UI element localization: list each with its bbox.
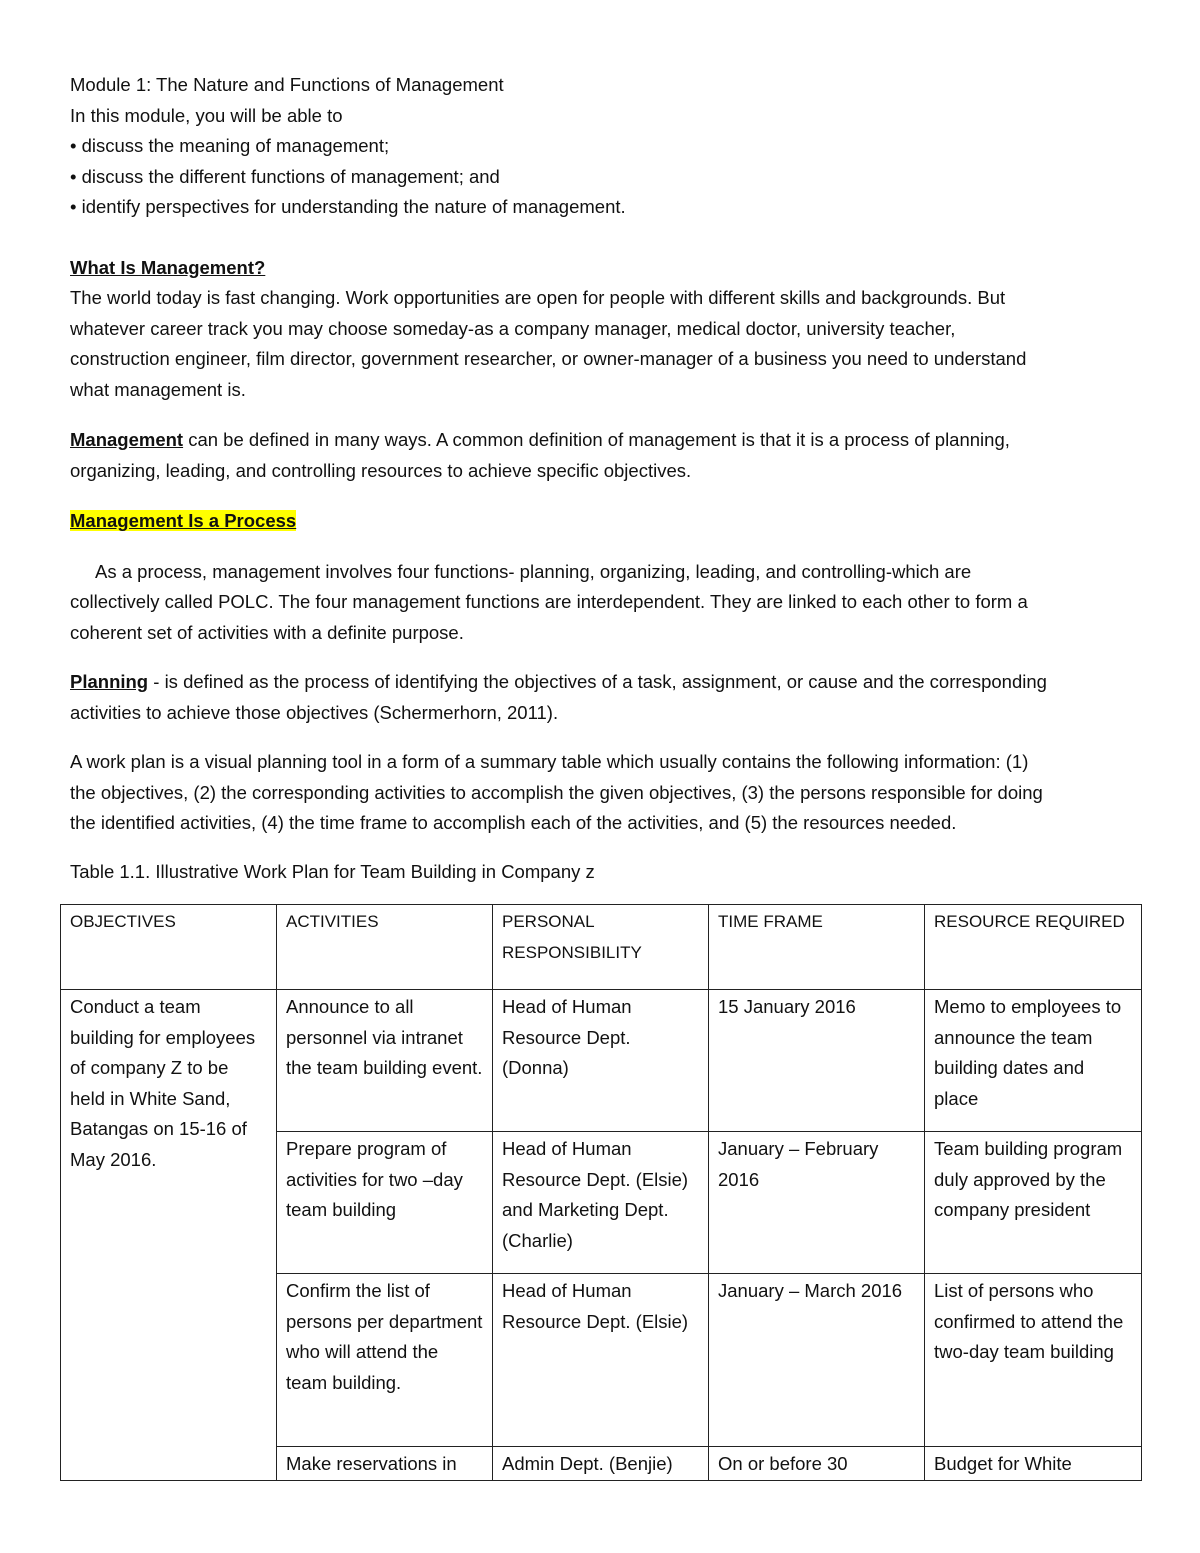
header-time-frame: TIME FRAME — [709, 905, 925, 990]
resource-cell: Team building program duly approved by the company president — [925, 1132, 1142, 1274]
resource-cell: Budget for White — [925, 1447, 1142, 1481]
objective-item: • identify perspectives for understanding the nature of management. — [70, 196, 626, 217]
table-row — [61, 1447, 1142, 1481]
planning-paragraph: Planning - is defined as the process of identifying the objectives of a task, assignment, or cause and the corresponding — [70, 671, 1047, 692]
time-frame-cell: 15 January 2016 — [709, 990, 925, 1132]
resource-cell: List of persons who confirmed to attend the two-day team building — [925, 1274, 1142, 1447]
definition-term: Management — [70, 429, 184, 450]
objective-cell-continued — [61, 1447, 277, 1481]
paragraph-line: organizing, leading, and controlling resources to achieve specific objectives. — [70, 459, 692, 481]
table-caption: Table 1.1. Illustrative Work Plan for Team Building in Company z — [70, 860, 595, 882]
table-row — [61, 990, 1142, 1132]
definition-paragraph: Management can be defined in many ways. A common definition of management is that it is a process of planning, — [70, 429, 1010, 450]
section-heading-what-is-management: What Is Management? — [70, 256, 266, 278]
objective-item: • discuss the meaning of management; — [70, 135, 390, 156]
module-intro: In this module, you will be able to — [70, 104, 343, 126]
objective-cell: Conduct a team building for employees of company Z to be held in White Sand, Batangas on 15-16 of May 2016. — [61, 990, 277, 1447]
header-responsibility: PERSONAL RESPONSIBILITY — [493, 905, 709, 990]
paragraph-line: A work plan is a visual planning tool in a form of a summary table which usually contains the following information: (1) — [70, 751, 1029, 772]
paragraph-line: activities to achieve those objectives (Schermerhorn, 2011). — [70, 701, 559, 723]
paragraph-line: collectively called POLC. The four management functions are interdependent. They are linked to each other to form a — [70, 591, 1028, 612]
responsibility-cell: Head of Human Resource Dept. (Donna) — [493, 990, 709, 1132]
activity-cell: Announce to all personnel via intranet the team building event. — [277, 990, 493, 1132]
paragraph-line: construction engineer, film director, government researcher, or owner-manager of a business you need to understand — [70, 348, 1027, 369]
time-frame-cell: January – February 2016 — [709, 1132, 925, 1274]
paragraph-line: the identified activities, (4) the time frame to accomplish each of the activities, and (5) the resources needed. — [70, 812, 957, 833]
activity-cell: Make reservations in — [277, 1447, 493, 1481]
document-page — [70, 70, 1142, 887]
activity-cell: Confirm the list of persons per department who will attend the team building. — [277, 1274, 493, 1447]
work-plan-table — [60, 904, 1142, 1481]
header-activities: ACTIVITIES — [277, 905, 493, 990]
objective-item: • discuss the different functions of management; and — [70, 165, 500, 187]
paragraph-line: As a process, management involves four functions- planning, organizing, leading, and controlling-which are — [95, 560, 972, 582]
paragraph-line: whatever career track you may choose someday-as a company manager, medical doctor, university teacher, — [70, 317, 956, 339]
time-frame-cell: January – March 2016 — [709, 1274, 925, 1447]
responsibility-cell: Admin Dept. (Benjie) — [493, 1447, 709, 1481]
header-resource: RESOURCE REQUIRED — [925, 905, 1142, 990]
table-header-row — [61, 905, 1142, 990]
activity-cell: Prepare program of activities for two –day team building — [277, 1132, 493, 1274]
paragraph-line: what management is. — [70, 378, 246, 400]
module-title: Module 1: The Nature and Functions of Management — [70, 74, 504, 95]
responsibility-cell: Head of Human Resource Dept. (Elsie) and Marketing Dept. (Charlie) — [493, 1132, 709, 1274]
paragraph-line: The world today is fast changing. Work opportunities are open for people with different skills and backgrounds. But — [70, 287, 1006, 308]
paragraph-line: coherent set of activities with a definite purpose. — [70, 621, 464, 643]
header-objectives: OBJECTIVES — [61, 905, 277, 990]
section-heading-process: Management Is a Process — [70, 510, 297, 531]
responsibility-cell: Head of Human Resource Dept. (Elsie) — [493, 1274, 709, 1447]
planning-term: Planning — [70, 671, 149, 692]
paragraph-line: the objectives, (2) the corresponding activities to accomplish the given objectives, (3) the persons responsible for doing — [70, 781, 1043, 803]
resource-cell: Memo to employees to announce the team building dates and place — [925, 990, 1142, 1132]
time-frame-cell: On or before 30 — [709, 1447, 925, 1481]
